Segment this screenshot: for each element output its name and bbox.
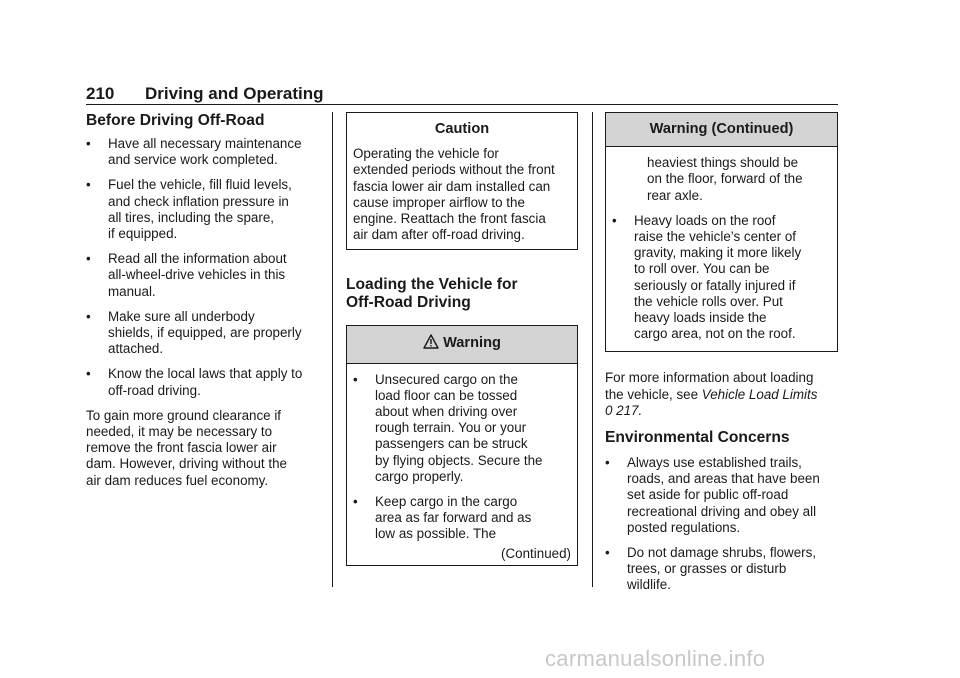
- list-item: [605, 545, 838, 594]
- text-line: Read all the information about: [108, 251, 287, 267]
- list-item-text: [108, 309, 322, 358]
- warning-title: Warning: [443, 335, 501, 352]
- heading-before-driving-off-road: Before Driving Off-Road: [86, 112, 265, 129]
- list-item: [86, 177, 322, 242]
- text-line: Do not damage shrubs, flowers,: [627, 545, 817, 561]
- text-line: passengers can be struck: [375, 436, 528, 452]
- list-item: [86, 136, 322, 168]
- caution-title: Caution: [434, 121, 490, 137]
- vehicle-load-limits-link[interactable]: Vehicle Load Limits: [701, 386, 818, 402]
- list-item-text: [108, 366, 322, 398]
- bullet-mark: •: [86, 366, 91, 382]
- list-item-text: [634, 213, 831, 343]
- text-line: Unsecured cargo on the: [375, 371, 518, 387]
- bullet-mark: •: [86, 251, 91, 267]
- warning-continued-box: [605, 112, 838, 352]
- bullet-mark: •: [612, 212, 617, 228]
- list-item: [86, 251, 322, 300]
- more-info-line2: [605, 387, 838, 403]
- text-line: heavy loads inside the: [634, 310, 767, 326]
- text-line: fascia lower air dam installed can: [353, 178, 551, 194]
- bullet-mark: •: [86, 136, 91, 151]
- text-line: to roll over. You can be: [634, 261, 770, 277]
- list-item-text: [375, 372, 571, 485]
- text-line: seriously or fatally injured if: [634, 277, 796, 293]
- text-line: Know the local laws that apply to: [108, 366, 303, 382]
- list-item-text: [108, 136, 322, 168]
- page-header: [86, 84, 838, 105]
- warning-body: [347, 364, 577, 565]
- text-line: manual.: [108, 283, 156, 299]
- site-watermark: carmanualsonline.info: [545, 646, 766, 671]
- text-line: set aside for public off-road: [627, 487, 789, 503]
- text-line: and service work completed.: [108, 152, 278, 168]
- text-line: rear axle.: [647, 187, 703, 203]
- caution-text: [347, 146, 577, 249]
- text-line: gravity, making it more likely: [634, 245, 802, 261]
- bullet-mark: •: [353, 494, 358, 510]
- text-line: about when driving over: [375, 404, 518, 420]
- warning-bullets: [353, 372, 571, 543]
- list-item-text: [108, 251, 322, 300]
- bullet-mark: •: [353, 371, 358, 387]
- text-line: low as possible. The: [375, 526, 497, 542]
- text-line: by flying objects. Secure the: [375, 452, 543, 468]
- list-item: [86, 366, 322, 398]
- text-line: raise the vehicle’s center of: [634, 229, 797, 245]
- column-3: [605, 112, 838, 603]
- text-line: posted regulations.: [627, 519, 741, 535]
- bullet-mark: •: [86, 308, 91, 324]
- page-number: 210: [86, 84, 115, 103]
- environmental-bullets: [605, 455, 838, 594]
- column-1: [86, 112, 322, 489]
- text-line: rough terrain. You or your: [375, 420, 527, 436]
- continued-label: (Continued): [501, 545, 571, 561]
- bullet-mark: •: [605, 455, 610, 471]
- ground-clearance-paragraph: [86, 408, 322, 489]
- text-line: the vehicle rolls over. Put: [634, 293, 783, 309]
- text-line: remove the front fascia lower air: [86, 440, 277, 456]
- text-line: on the floor, forward of the: [647, 171, 803, 187]
- text-line: Have all necessary maintenance: [108, 136, 302, 151]
- section-title: Driving and Operating: [145, 84, 324, 103]
- text-line: Keep cargo in the cargo: [375, 494, 518, 510]
- list-item: [612, 213, 831, 343]
- text-line: dam. However, driving without the: [86, 456, 287, 472]
- text-line: cause improper airflow to the: [353, 194, 525, 210]
- text-line: if equipped.: [108, 226, 178, 242]
- column-2: [346, 112, 578, 566]
- text-line: trees, or grasses or disturb: [627, 561, 787, 577]
- text-line: extended periods without the front: [353, 162, 555, 178]
- list-item-text: [108, 177, 322, 242]
- bullet-mark: •: [86, 177, 91, 193]
- text-line: wildlife.: [627, 577, 671, 593]
- warning-continued-body: [606, 147, 837, 342]
- more-info-paragraph: [605, 370, 838, 419]
- text-line: recreational driving and obey all: [627, 503, 817, 519]
- warning-triangle-icon: [423, 334, 439, 353]
- warning-continued-title: Warning (Continued): [606, 113, 837, 147]
- warning-box: [346, 325, 578, 565]
- text-line: and check inflation pressure in: [108, 193, 289, 209]
- text-line: all-wheel-drive vehicles in this: [108, 267, 286, 283]
- column-divider-1: [332, 112, 333, 587]
- list-item-text: [627, 545, 838, 594]
- text-line: cargo properly.: [375, 468, 464, 484]
- list-item: [353, 372, 571, 485]
- text-line: attached.: [108, 341, 164, 357]
- list-item: [353, 494, 571, 543]
- text-line: roads, and areas that have been: [627, 471, 820, 487]
- text-line: To gain more ground clearance if: [86, 407, 282, 423]
- text-line: Always use established trails,: [627, 455, 802, 471]
- text-line: Loading the Vehicle for: [346, 276, 518, 294]
- carry-over-text: [612, 155, 831, 204]
- text-line: engine. Reattach the front fascia: [353, 211, 546, 227]
- text-line: off-road driving.: [108, 382, 201, 398]
- bullet-mark: •: [605, 545, 610, 561]
- text-line: load floor can be tossed: [375, 387, 518, 403]
- list-item: [605, 455, 838, 536]
- text-line: heaviest things should be: [647, 155, 799, 171]
- text-line: needed, it may be necessary to: [86, 424, 273, 440]
- list-item-text: [627, 455, 838, 536]
- more-info-prefix: the vehicle, see: [605, 386, 702, 402]
- text-line: Operating the vehicle for: [353, 146, 499, 162]
- warning-continued-bullets: [612, 213, 831, 343]
- text-line: shields, if equipped, are properly: [108, 325, 302, 341]
- bullet-list: [86, 136, 322, 399]
- caution-box: [346, 112, 578, 250]
- more-info-line1: For more information about loading: [605, 370, 814, 386]
- text-line: air dam after off-road driving.: [353, 227, 525, 243]
- text-line: Fuel the vehicle, fill fluid levels,: [108, 177, 292, 193]
- text-line: area as far forward and as: [375, 510, 532, 526]
- heading-environmental-concerns: Environmental Concerns: [605, 429, 790, 447]
- text-line: Off-Road Driving: [346, 294, 471, 312]
- text-line: Make sure all underbody: [108, 308, 255, 324]
- warning-header: [347, 326, 577, 363]
- text-line: Heavy loads on the roof: [634, 212, 776, 228]
- text-line: cargo area, not on the roof.: [634, 326, 796, 342]
- page-reference-link[interactable]: 0 217.: [605, 402, 643, 418]
- list-item: [86, 309, 322, 358]
- text-line: air dam reduces fuel economy.: [86, 472, 269, 488]
- heading-loading-vehicle: [346, 276, 578, 312]
- column-divider-2: [592, 112, 593, 587]
- text-line: all tires, including the spare,: [108, 209, 274, 225]
- list-item-text: [375, 494, 571, 543]
